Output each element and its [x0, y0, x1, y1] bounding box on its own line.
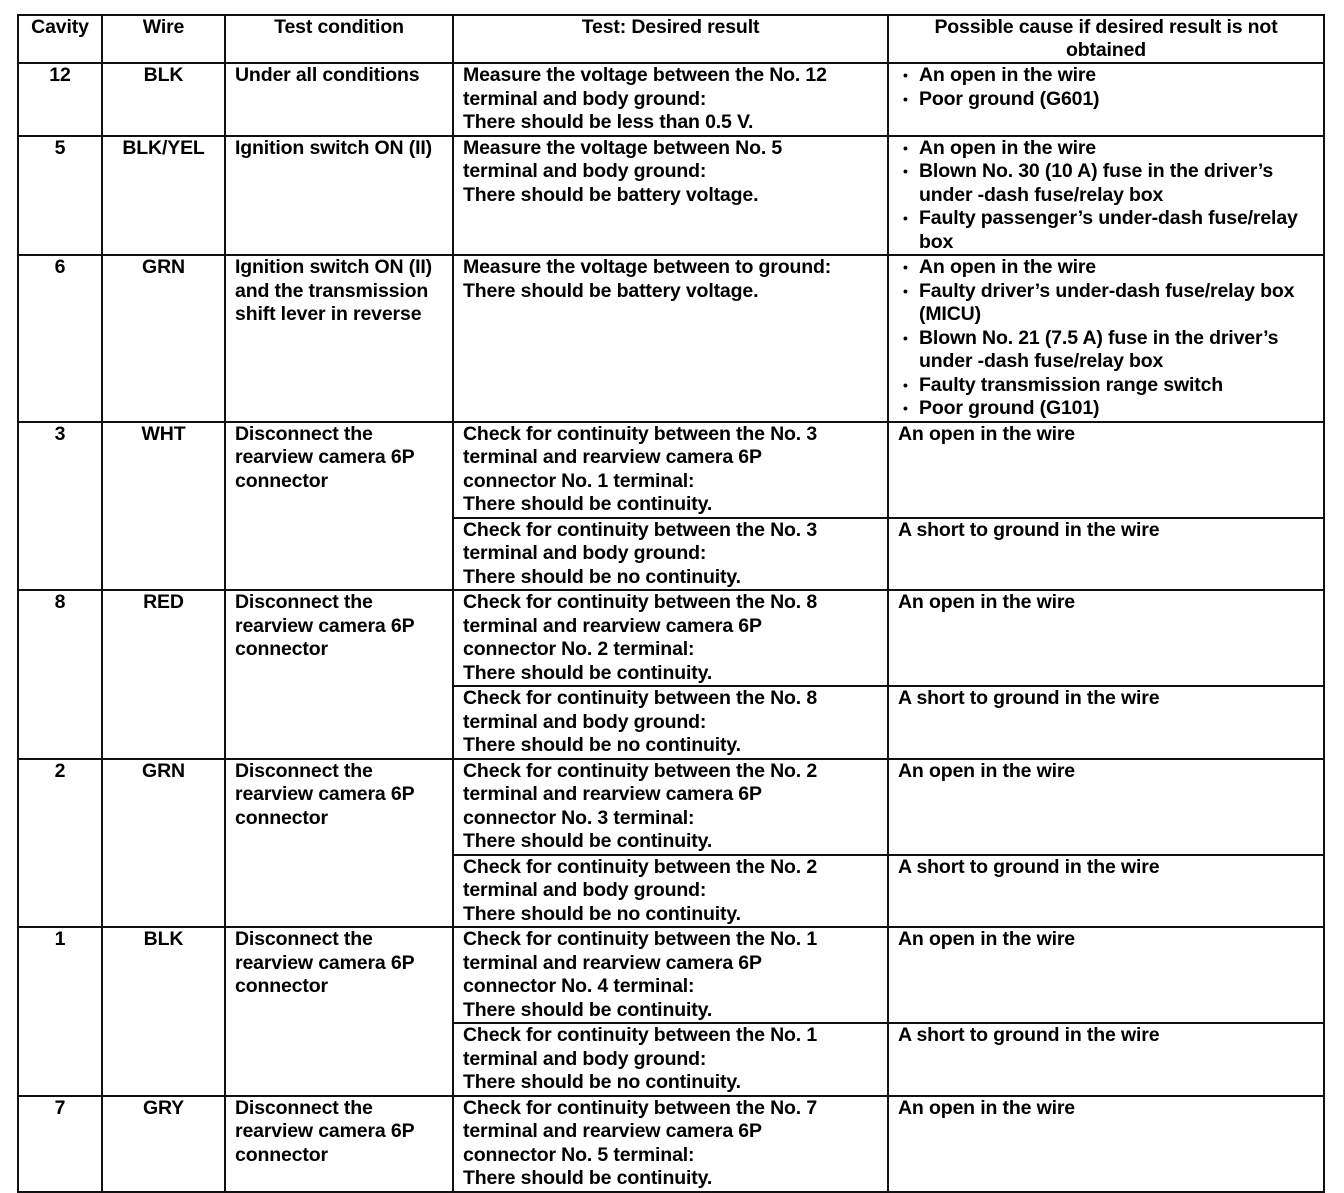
cause-item: • Blown No. 21 (7.5 A) fuse in the driver’s under -dash fuse/relay box — [898, 327, 1323, 374]
cavity-cell: 1 — [18, 927, 102, 1096]
desired-result-cell: Check for continuity between the No. 1 terminal and rearview camera 6P connector No. 4 terminal: There should be continuity. — [453, 927, 888, 1023]
table-row — [18, 759, 1324, 855]
desired-result-cell: Check for continuity between the No. 8 terminal and rearview camera 6P connector No. 2 terminal: There should be continuity. — [453, 590, 888, 686]
cavity-cell: 8 — [18, 590, 102, 759]
test-condition-cell: Under all conditions — [225, 63, 453, 136]
cause-list — [898, 64, 1323, 111]
wire-color-cell: WHT — [102, 422, 225, 591]
possible-cause-cell — [888, 255, 1324, 422]
table-row — [18, 255, 1324, 422]
possible-cause-cell: An open in the wire — [888, 1096, 1324, 1192]
cause-item: • Faulty transmission range switch — [898, 374, 1323, 398]
table-row — [18, 927, 1324, 1023]
test-condition-cell: Ignition switch ON (II) — [225, 136, 453, 256]
possible-cause-cell — [888, 136, 1324, 256]
desired-result-cell: Check for continuity between the No. 3 terminal and rearview camera 6P connector No. 1 terminal: There should be continuity. — [453, 422, 888, 518]
wire-color-cell: BLK — [102, 63, 225, 136]
possible-cause-cell: A short to ground in the wire — [888, 1023, 1324, 1096]
table-row — [18, 136, 1324, 256]
cavity-cell: 7 — [18, 1096, 102, 1192]
cause-item: • Poor ground (G101) — [898, 397, 1323, 421]
test-condition-cell: Disconnect the rearview camera 6P connector — [225, 927, 453, 1096]
possible-cause-cell: An open in the wire — [888, 927, 1324, 1023]
cavity-cell: 2 — [18, 759, 102, 928]
table-row — [18, 1096, 1324, 1192]
desired-result-cell: Measure the voltage between No. 5 terminal and body ground: There should be battery voltage. — [453, 136, 888, 256]
table-row — [18, 590, 1324, 686]
desired-result-cell: Check for continuity between the No. 2 terminal and body ground: There should be no continuity. — [453, 855, 888, 928]
table-row — [18, 63, 1324, 136]
cause-item: • An open in the wire — [898, 64, 1323, 88]
cause-list — [898, 256, 1323, 421]
desired-result-cell: Measure the voltage between to ground: There should be battery voltage. — [453, 255, 888, 422]
wire-color-cell: GRY — [102, 1096, 225, 1192]
test-condition-cell: Disconnect the rearview camera 6P connector — [225, 759, 453, 928]
desired-result-cell: Measure the voltage between the No. 12 terminal and body ground: There should be less than 0.5 V. — [453, 63, 888, 136]
table-body — [18, 63, 1324, 1192]
cavity-cell: 6 — [18, 255, 102, 422]
table-row — [18, 422, 1324, 518]
test-condition-cell: Disconnect the rearview camera 6P connector — [225, 1096, 453, 1192]
desired-result-cell: Check for continuity between the No. 3 terminal and body ground: There should be no continuity. — [453, 518, 888, 591]
cavity-cell: 3 — [18, 422, 102, 591]
cause-item: • An open in the wire — [898, 137, 1323, 161]
wire-color-cell: BLK — [102, 927, 225, 1096]
header-possible-cause: Possible cause if desired result is not obtained — [888, 15, 1324, 63]
cause-item: • Blown No. 30 (10 A) fuse in the driver’s under -dash fuse/relay box — [898, 160, 1323, 207]
possible-cause-cell — [888, 63, 1324, 136]
header-wire: Wire — [102, 15, 225, 63]
cause-item: • Faulty driver’s under-dash fuse/relay box (MICU) — [898, 280, 1323, 327]
wire-color-cell: BLK/YEL — [102, 136, 225, 256]
desired-result-cell: Check for continuity between the No. 2 terminal and rearview camera 6P connector No. 3 terminal: There should be continuity. — [453, 759, 888, 855]
connector-test-table — [17, 14, 1325, 1193]
table-header — [18, 15, 1324, 63]
cause-item: • An open in the wire — [898, 256, 1323, 280]
possible-cause-cell: An open in the wire — [888, 422, 1324, 518]
desired-result-cell: Check for continuity between the No. 1 terminal and body ground: There should be no continuity. — [453, 1023, 888, 1096]
cavity-cell: 12 — [18, 63, 102, 136]
test-condition-cell: Ignition switch ON (II) and the transmission shift lever in reverse — [225, 255, 453, 422]
possible-cause-cell: An open in the wire — [888, 590, 1324, 686]
test-condition-cell: Disconnect the rearview camera 6P connector — [225, 590, 453, 759]
cause-item: • Faulty passenger’s under-dash fuse/relay box — [898, 207, 1323, 254]
header-cavity: Cavity — [18, 15, 102, 63]
wire-color-cell: GRN — [102, 759, 225, 928]
wire-color-cell: RED — [102, 590, 225, 759]
wire-color-cell: GRN — [102, 255, 225, 422]
test-condition-cell: Disconnect the rearview camera 6P connector — [225, 422, 453, 591]
header-desired-result: Test: Desired result — [453, 15, 888, 63]
possible-cause-cell: A short to ground in the wire — [888, 686, 1324, 759]
desired-result-cell: Check for continuity between the No. 8 terminal and body ground: There should be no continuity. — [453, 686, 888, 759]
header-row — [18, 15, 1324, 63]
possible-cause-cell: An open in the wire — [888, 759, 1324, 855]
cavity-cell: 5 — [18, 136, 102, 256]
desired-result-cell: Check for continuity between the No. 7 terminal and rearview camera 6P connector No. 5 terminal: There should be continuity. — [453, 1096, 888, 1192]
cause-item: • Poor ground (G601) — [898, 88, 1323, 112]
cause-list — [898, 137, 1323, 255]
possible-cause-cell: A short to ground in the wire — [888, 855, 1324, 928]
diagnostic-sheet — [17, 14, 1323, 1193]
header-test-condition: Test condition — [225, 15, 453, 63]
possible-cause-cell: A short to ground in the wire — [888, 518, 1324, 591]
